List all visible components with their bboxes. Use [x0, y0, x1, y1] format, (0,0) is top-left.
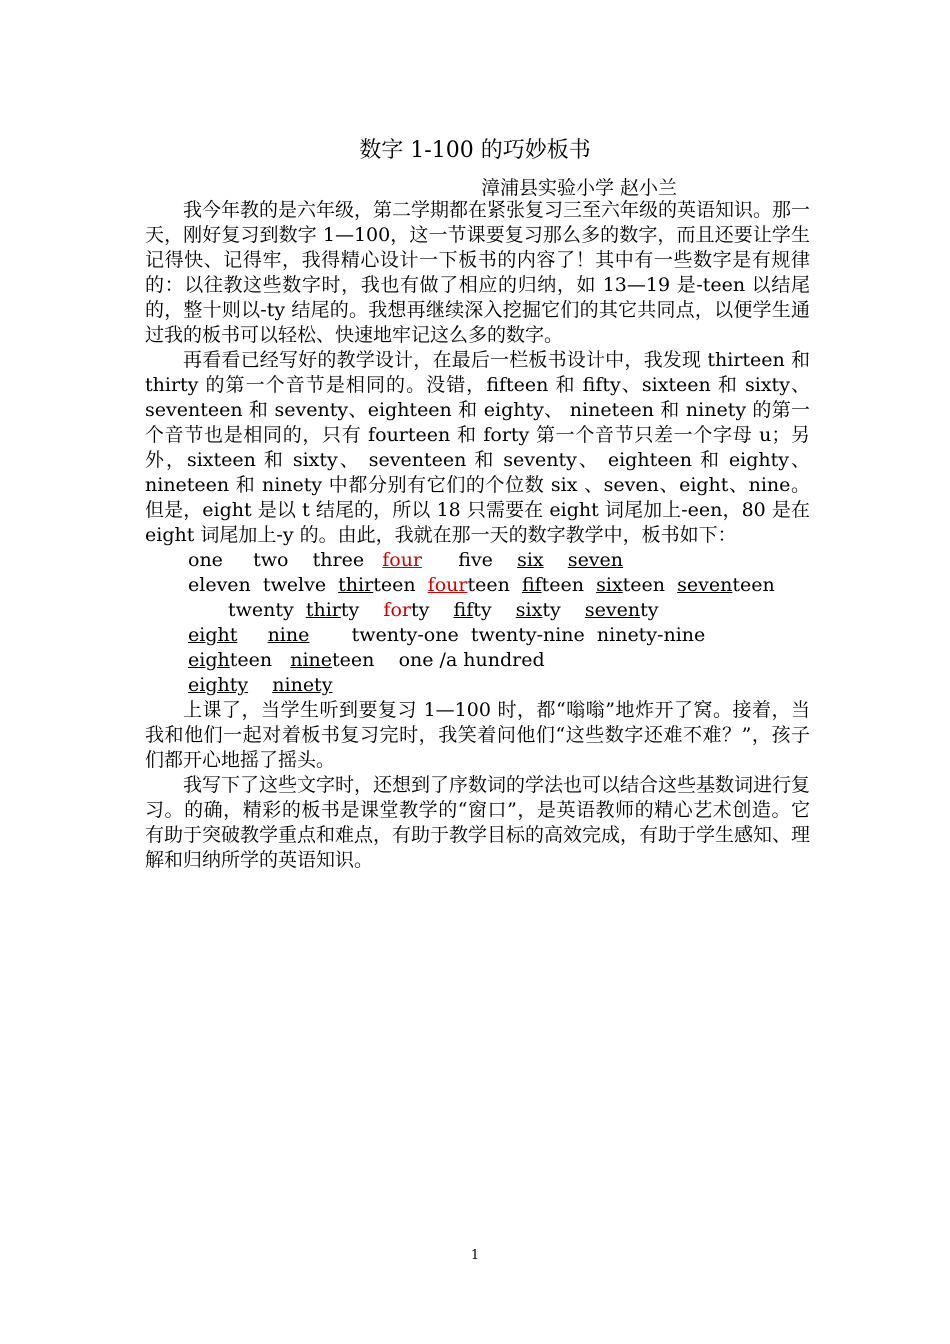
paragraph-2: 再看看已经写好的教学设计，在最后一栏板书设计中，我发现 thirteen 和 thirty 的第一个音节是相同的。没错，fifteen 和 fifty、sixteen 和 sixty、 seventeen 和 seventy、eighteen 和 eighty、 nineteen 和 ninety 的第一个音节也是相同的，只有 fourteen 和 forty 第一个音节只差一个字母 u；另外，sixteen 和 sixty、 seventeen 和 seventy、 eighteen 和 eighty、 nineteen 和 ninety 中都分别有它们的个位数 six 、seven、eight、nine。但是，eight 是以 t 结尾的，所以 18 只需要在 eight 词尾加上-een，80 是在 eight 词尾加上-y 的。由此，我就在那一天的数字教学中，板书如下： — [145, 349, 810, 546]
board-word: one — [188, 549, 223, 571]
board-word-root: nine — [290, 649, 333, 671]
board-word: ninety — [272, 674, 333, 696]
board-word: ninety-nine — [596, 624, 706, 646]
page-number: 1 — [470, 1248, 480, 1263]
paragraph-3: 上课了，当学生听到要复习 1—100 时，都“嗡嗡”地炸开了窝。接着，当我和他们一起对着板书复习完时，我笑着问他们“这些数字还难不难？”，孩子们都开心地摇了摇头。 — [145, 699, 810, 771]
board-word-suffix: ty — [473, 599, 492, 621]
board-row-4 — [145, 623, 810, 648]
board-word-suffix: ty — [542, 599, 561, 621]
board-word: nine — [267, 624, 310, 646]
board-word: seven — [567, 549, 624, 571]
board-word: twenty — [228, 599, 294, 621]
board-word: twenty-nine — [470, 624, 585, 646]
board-word: twenty-one — [351, 624, 459, 646]
board-word-suffix: teen — [622, 574, 666, 596]
board-word-suffix: teen — [467, 574, 510, 596]
document-title: 数字 1-100 的巧妙板书 — [359, 138, 591, 163]
board-row-3 — [145, 598, 810, 623]
board-word: three — [312, 549, 365, 571]
board-word-root: thir — [338, 574, 374, 596]
board-word-root: six — [515, 599, 543, 621]
board-row-5 — [145, 648, 810, 673]
board-word-root: four — [427, 574, 468, 596]
paragraph-1: 我今年教的是六年级，第二学期都在紧张复习三至六年级的英语知识。那一天，刚好复习到数字 1—100，这一节课要复习那么多的数字，而且还要让学生记得快、记得牢，我得精心设计一下板书的内容了！其中有一些数字是有规律的：以往教这些数字时，我也有做了相应的归纳，如 13—19 是-teen 以结尾的，整十则以-ty 结尾的。我想再继续深入挖掘它们的其它共同点，以便学生通过我的板书可以轻松、快速地牢记这么多的数字。 — [145, 199, 811, 346]
board-word-root: seven — [677, 574, 733, 596]
board-word-suffix: ty — [640, 599, 659, 621]
board-word-suffix: teen — [732, 574, 775, 596]
author-line: 漳浦县实验小学 赵小兰 — [481, 177, 678, 199]
board-row-6 — [145, 673, 810, 698]
board-word-root: thir — [305, 599, 341, 621]
board-word-suffix: ty — [410, 599, 430, 621]
blackboard-number-list — [145, 548, 810, 698]
board-word-root: eigh — [188, 649, 230, 671]
board-word: one /a hundred — [398, 649, 545, 671]
board-word: eleven — [188, 574, 251, 596]
paragraph-4: 我写下了这些文字时，还想到了序数词的学法也可以结合这些基数词进行复习。的确，精彩的板书是课堂教学的“窗口”，是英语教师的精心艺术创造。它有助于突破教学重点和难点，有助于教学目标的高效完成，有助于学生感知、理解和归纳所学的英语知识。 — [145, 774, 811, 871]
board-row-2 — [145, 573, 810, 598]
board-word-suffix: teen — [373, 574, 416, 596]
board-word-suffix: teen — [541, 574, 585, 596]
board-word-suffix: ty — [340, 599, 360, 621]
board-word-suffix: teen — [229, 649, 273, 671]
board-word: six — [517, 549, 544, 571]
document-body — [145, 198, 810, 873]
board-word-root: for — [383, 599, 411, 621]
board-word-root: six — [596, 574, 623, 596]
board-word: eight — [188, 624, 238, 646]
board-word-root: fif — [521, 574, 542, 596]
board-word-root: seven — [584, 599, 641, 621]
board-word: five — [458, 549, 493, 571]
board-word-suffix: teen — [332, 649, 375, 671]
board-word: eighty — [188, 674, 249, 696]
board-word: four — [382, 549, 423, 571]
board-word: two — [253, 549, 289, 571]
board-row-1 — [145, 548, 810, 573]
board-word: twelve — [262, 574, 327, 596]
board-word-root: fif — [453, 599, 474, 621]
